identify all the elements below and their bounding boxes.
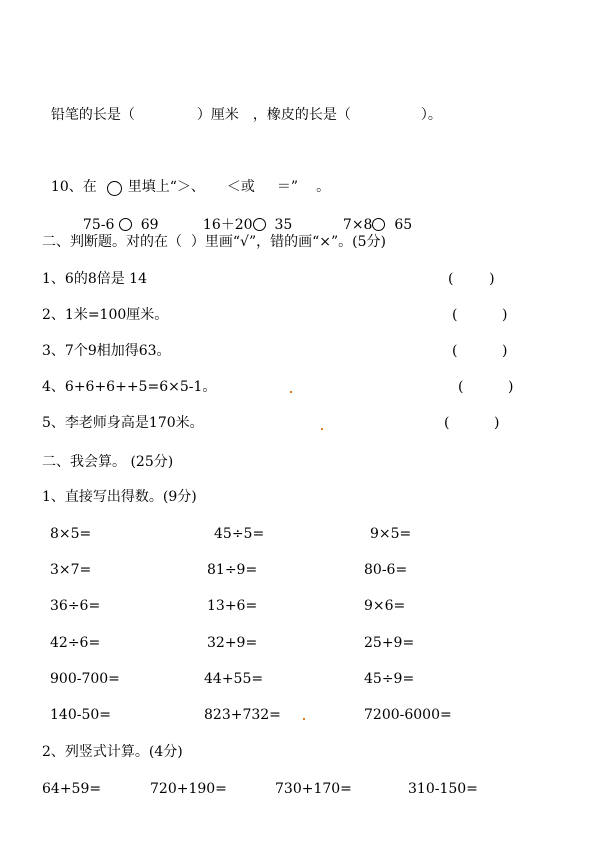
q10-title bbox=[42, 160, 330, 196]
compare-3-left: 7×8 bbox=[342, 217, 373, 233]
calc-heading: 二、我会算。 (25分) bbox=[42, 454, 174, 470]
calc-cell: 823+732= bbox=[204, 707, 281, 723]
calc-cell: 3×7= bbox=[50, 562, 92, 578]
calc-cell: 42÷6= bbox=[50, 635, 101, 651]
calc-cell: 9×5= bbox=[370, 526, 412, 542]
judge-paren-3: ( ) bbox=[452, 343, 508, 359]
circle-icon bbox=[107, 181, 122, 196]
compare-1-right: 69 bbox=[140, 217, 159, 233]
compare-2-right: 35 bbox=[274, 217, 293, 233]
compare-3 bbox=[334, 198, 412, 234]
calc-cell: 32+9= bbox=[207, 635, 258, 651]
calc-sub1: 1、直接写出得数。(9分) bbox=[42, 489, 197, 505]
judge-paren-5: ( ) bbox=[444, 415, 500, 431]
calc-cell: 81÷9= bbox=[207, 562, 258, 578]
judge-paren-4: ( ) bbox=[458, 379, 514, 395]
judge-item-2: 2、1米=100厘米。 bbox=[42, 307, 169, 323]
scan-speck bbox=[290, 391, 292, 393]
compare-circle-icon bbox=[119, 218, 132, 231]
compare-2 bbox=[194, 198, 292, 234]
q10-title-a: 10、在 bbox=[50, 179, 97, 195]
vertical-calc: 64+59= bbox=[42, 781, 102, 797]
q10-title-b: 里填上“＞、 bbox=[127, 179, 205, 195]
calc-cell: 25+9= bbox=[364, 635, 415, 651]
vertical-calc: 310-150= bbox=[408, 781, 478, 797]
eraser-prefix: 橡皮的长是（ bbox=[266, 107, 351, 123]
compare-circle-icon bbox=[253, 218, 266, 231]
calc-cell: 45÷5= bbox=[214, 526, 265, 542]
compare-3-right: 65 bbox=[394, 217, 413, 233]
calc-cell: 80-6= bbox=[364, 562, 408, 578]
judge-paren-2: ( ) bbox=[452, 307, 508, 323]
judge-item-3: 3、7个9相加得63。 bbox=[42, 343, 171, 359]
comma: ， bbox=[252, 107, 267, 123]
calc-cell: 8×5= bbox=[50, 526, 92, 542]
calc-sub2: 2、列竖式计算。(4分) bbox=[42, 744, 183, 760]
judge-item-1: 1、6的8倍是 14 bbox=[42, 271, 147, 287]
compare-1 bbox=[74, 198, 159, 234]
fill-line bbox=[42, 88, 442, 124]
scan-speck bbox=[303, 718, 305, 720]
q10-dot: 。 bbox=[316, 179, 331, 195]
pencil-prefix: 铅笔的长是（ bbox=[50, 107, 135, 123]
judge-paren-1: ( ) bbox=[448, 271, 495, 287]
eraser-suffix: ）。 bbox=[420, 107, 442, 123]
calc-cell: 44+55= bbox=[204, 671, 264, 687]
vertical-calc: 730+170= bbox=[275, 781, 352, 797]
judge-heading: 二、判断题。对的在（ ）里画“√”，错的画“×”。(5分) bbox=[42, 234, 387, 250]
calc-cell: 140-50= bbox=[50, 707, 111, 723]
scan-speck bbox=[321, 428, 323, 430]
calc-cell: 45÷9= bbox=[364, 671, 415, 687]
calc-cell: 7200-6000= bbox=[364, 707, 452, 723]
compare-2-left: 16＋20 bbox=[202, 217, 253, 233]
q10-eq: ＝” bbox=[276, 179, 299, 195]
calc-cell: 36÷6= bbox=[50, 598, 101, 614]
judge-item-4: 4、6+6+6++5=6×5-1。 bbox=[42, 379, 217, 395]
calc-cell: 9×6= bbox=[364, 598, 406, 614]
compare-circle-icon bbox=[372, 218, 385, 231]
calc-cell: 13+6= bbox=[207, 598, 258, 614]
judge-item-5: 5、李老师身高是170米。 bbox=[42, 415, 204, 431]
compare-1-left: 75-6 bbox=[82, 217, 115, 233]
vertical-calc: 720+190= bbox=[150, 781, 227, 797]
pencil-mid: ）厘米 bbox=[196, 107, 239, 123]
calc-cell: 900-700= bbox=[50, 671, 120, 687]
q10-lt: ＜或 bbox=[226, 179, 255, 195]
